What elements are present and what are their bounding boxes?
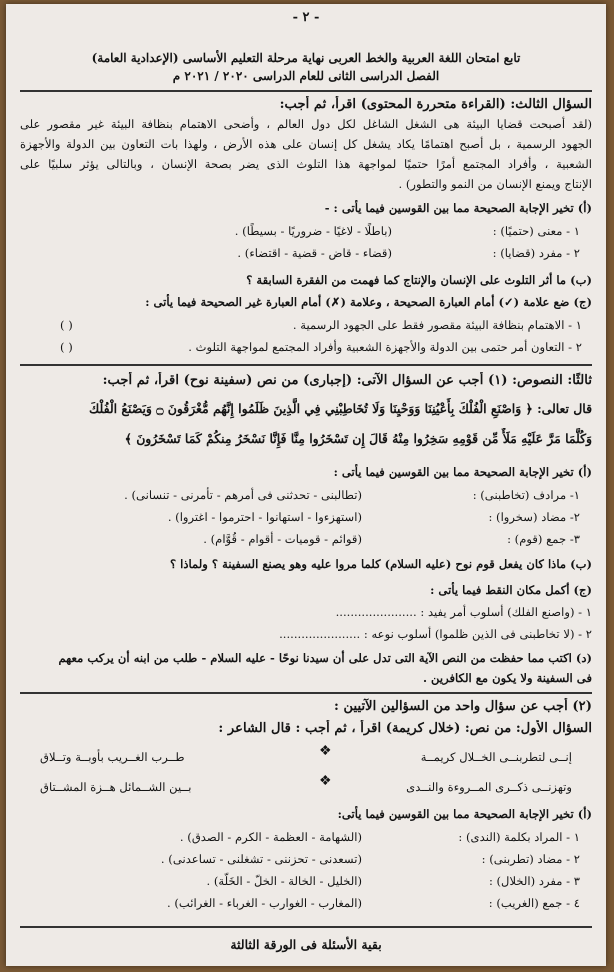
texts-a-question: ٢- مضاد (سخروا) :	[488, 510, 580, 524]
divider	[20, 364, 592, 366]
part2-a-item	[20, 872, 592, 890]
part2-a-prompt: (أ) تخير الإجابة الصحيحة مما بين القوسين فيما يأتى:	[337, 807, 592, 821]
q3-a-item	[20, 244, 592, 262]
texts-a-prompt: (أ) تخير الإجابة الصحيحة مما بين القوسين فيما يأتى :	[333, 465, 592, 479]
q3-paragraph-line: الجهود الرسمية ، بل أصبح اهتمامًا يكاد يشغل كل إنسان على هذه الأرض ، ولهذا بات التعاون بين الدولة والأجهزة	[20, 137, 592, 151]
texts-a-options: (استهزءوا - استهانوا - احترموا - اغتروا) .	[167, 510, 362, 524]
texts-a-item	[20, 530, 592, 548]
texts-c-prompt: (ج) أكمل مكان النقط فيما يأتى :	[430, 583, 592, 597]
part2-a-question: ١ - المراد بكلمة (الندى) :	[458, 830, 580, 844]
q3-a-prompt: (أ) تخير الإجابة الصحيحة مما بين القوسين فيما يأتى : -	[324, 201, 592, 215]
q3-paragraph-line: الشعبية ، وأفراد المجتمع أمرًا حتميًا لمواجهة هذا التلوث الذى يضر بصحة الإنسان ، وبالتالى يؤثر سلبيًا على	[20, 157, 592, 171]
part2-q1-title: السؤال الأول: من نص: (خلال كريمة) اقرأ ، ثم أجب : قال الشاعر :	[218, 721, 592, 736]
divider	[20, 692, 592, 694]
q3-a-question: ١ - معنى (حتميًا) :	[492, 224, 580, 238]
texts-title: ثالثًا: النصوص: (١) أجب عن السؤال الآتى: (إجبارى) من نص (سفينة نوح) اقرأ، ثم أجب:	[102, 373, 592, 388]
texts-a-question: ١- مرادف (تخاطبنى) :	[472, 488, 580, 502]
poem-hemistich-left: طــرب الغــريب بأوبــة وتــلاق	[40, 750, 185, 764]
part2-a-item	[20, 828, 592, 846]
part2-a-options: (الشهامة - العظمة - الكرم - الصدق) .	[179, 830, 362, 844]
diamond-ornament-icon: ❖	[319, 743, 332, 759]
header-line-1: تابع امتحان اللغة العربية والخط العربى نهاية مرحلة التعليم الأساسى (الإعدادية العامة)	[91, 51, 521, 65]
q3-title: السؤال الثالث: (القراءة متحررة المحتوى) اقرأ، ثم أجب:	[279, 97, 592, 112]
q3-c-answer-box: ( )	[60, 318, 73, 332]
texts-a-options: (قوائم - قوميات - أقوام - قُوَّام) .	[203, 532, 362, 546]
part2-a-question: ٤ - جمع (الغريب) :	[488, 896, 580, 910]
q3-c-statement: ٢ - التعاون أمر حتمى بين الدولة والأجهزة الشعبية وأفراد المجتمع لمواجهة التلوث .	[188, 340, 582, 354]
part2-a-options: (تسعدنى - تحزننى - تشغلنى - تساعدنى) .	[160, 852, 362, 866]
poem-hemistich-left: بــين الشــمائل هــزة المشــتاق	[40, 780, 192, 794]
q3-c-item	[20, 338, 592, 356]
texts-a-item	[20, 508, 592, 526]
texts-a-item	[20, 486, 592, 504]
q3-paragraph-line: (لقد أصبحت قضايا البيئة هى الشغل الشاغل لكل دول العالم ، وأضحى الاهتمام بنظافة البيئة غير مقصور على	[20, 117, 592, 131]
quran-verse-line-1: قال تعالى: ﴿ وَاصْنَعِ الْفُلْكَ بِأَعْيُنِنَا وَوَحْيِنَا وَلَا تُخَاطِبْنِي فِي الَّذِينَ ظَلَمُوا إِنَّهُم مُّغْرَقُونَ ۝ وَيَصْنَعُ الْفُلْكَ	[89, 401, 592, 416]
diamond-ornament-icon: ❖	[319, 773, 332, 789]
part2-a-question: ٢ - مضاد (تطربنى) :	[481, 852, 580, 866]
part2-a-options: (المغارب - الغوارب - الغرباء - الغرائب) .	[167, 896, 362, 910]
q3-b: (ب) ما أثر التلوث على الإنسان والإنتاج كما فهمت من الفقرة السابقة ؟	[246, 273, 592, 287]
exam-page	[6, 4, 606, 966]
part2-a-question: ٣ - مفرد (الخلال) :	[488, 874, 580, 888]
q3-c-prompt: (ج) ضع علامة (✓) أمام العبارة الصحيحة ، وعلامة (✗) أمام العبارة غير الصحيحة فيما يأتى :	[145, 295, 592, 309]
quran-verse-line-2: وَكُلَّمَا مَرَّ عَلَيْهِ مَلَأٌ مِّن قَوْمِهِ سَخِرُوا مِنْهُ قَالَ إِن تَسْخَرُوا مِنَّا فَإِنَّا نَسْخَرُ مِنكُمْ كَمَا تَسْخَرُونَ ﴾	[124, 431, 592, 446]
page-number: - ٢ -	[292, 10, 320, 25]
part2-title: (٢) أجب عن سؤال واحد من السؤالين الآتيين :	[334, 699, 592, 714]
q3-c-item	[20, 316, 592, 334]
poem-verse	[20, 748, 592, 768]
header-line-2: الفصل الدراسى الثانى للعام الدراسى ٢٠٢٠ / ٢٠٢١ م	[172, 69, 440, 83]
texts-d-line: (د) اكتب مما حفظت من النص الآية التى تدل على أن سيدنا نوحًا - عليه السلام - طلب من ابنه أن يركب معهم	[58, 651, 592, 665]
poem-verse	[20, 778, 592, 798]
q3-a-options: (باطلًا - لاغيًا - ضروريًا - بسيطًا) .	[234, 224, 392, 238]
texts-b: (ب) ماذا كان يفعل قوم نوح (عليه السلام) كلما مروا عليه وهو يصنع السفينة ؟ ولماذا ؟	[169, 557, 592, 571]
poem-hemistich-right: وتهزنــى ذكــرى المــروءة والنــدى	[406, 780, 572, 794]
poem-hemistich-right: إنــى لتطربنــى الخــلال كريمــة	[420, 750, 572, 764]
divider	[20, 926, 592, 928]
texts-a-question: ٣- جمع (قوم) :	[507, 532, 580, 546]
part2-a-options: (الخليل - الخالة - الخلّ - الخَلّة) .	[206, 874, 362, 888]
divider	[20, 90, 592, 92]
q3-a-question: ٢ - مفرد (قضايا) :	[492, 246, 580, 260]
footer-note: بقية الأسئلة فى الورقة الثالثة	[230, 937, 382, 952]
q3-a-options: (قضاء - قاض - قضية - اقتضاء) .	[237, 246, 392, 260]
q3-a-item	[20, 222, 592, 240]
part2-a-item	[20, 894, 592, 912]
q3-paragraph-line: الإنتاج ويمنع الإنسان من النمو والتطور) .	[398, 177, 592, 191]
texts-c-item: ١ - (واصنع الفلك) أسلوب أمر يفيد : ......................	[335, 605, 592, 619]
texts-c-item: ٢ - (لا تخاطبنى فى الذين ظلموا) أسلوب نوعه : ......................	[279, 627, 592, 641]
q3-c-statement: ١ - الاهتمام بنظافة البيئة مقصور فقط على الجهود الرسمية .	[292, 318, 582, 332]
texts-d-line: فى السفينة ولا يكون مع الكافرين .	[422, 671, 592, 685]
part2-a-item	[20, 850, 592, 868]
texts-a-options: (تطالبنى - تحدثنى فى أمرهم - تأمرنى - تنسانى) .	[124, 488, 362, 502]
q3-c-answer-box: ( )	[60, 340, 73, 354]
